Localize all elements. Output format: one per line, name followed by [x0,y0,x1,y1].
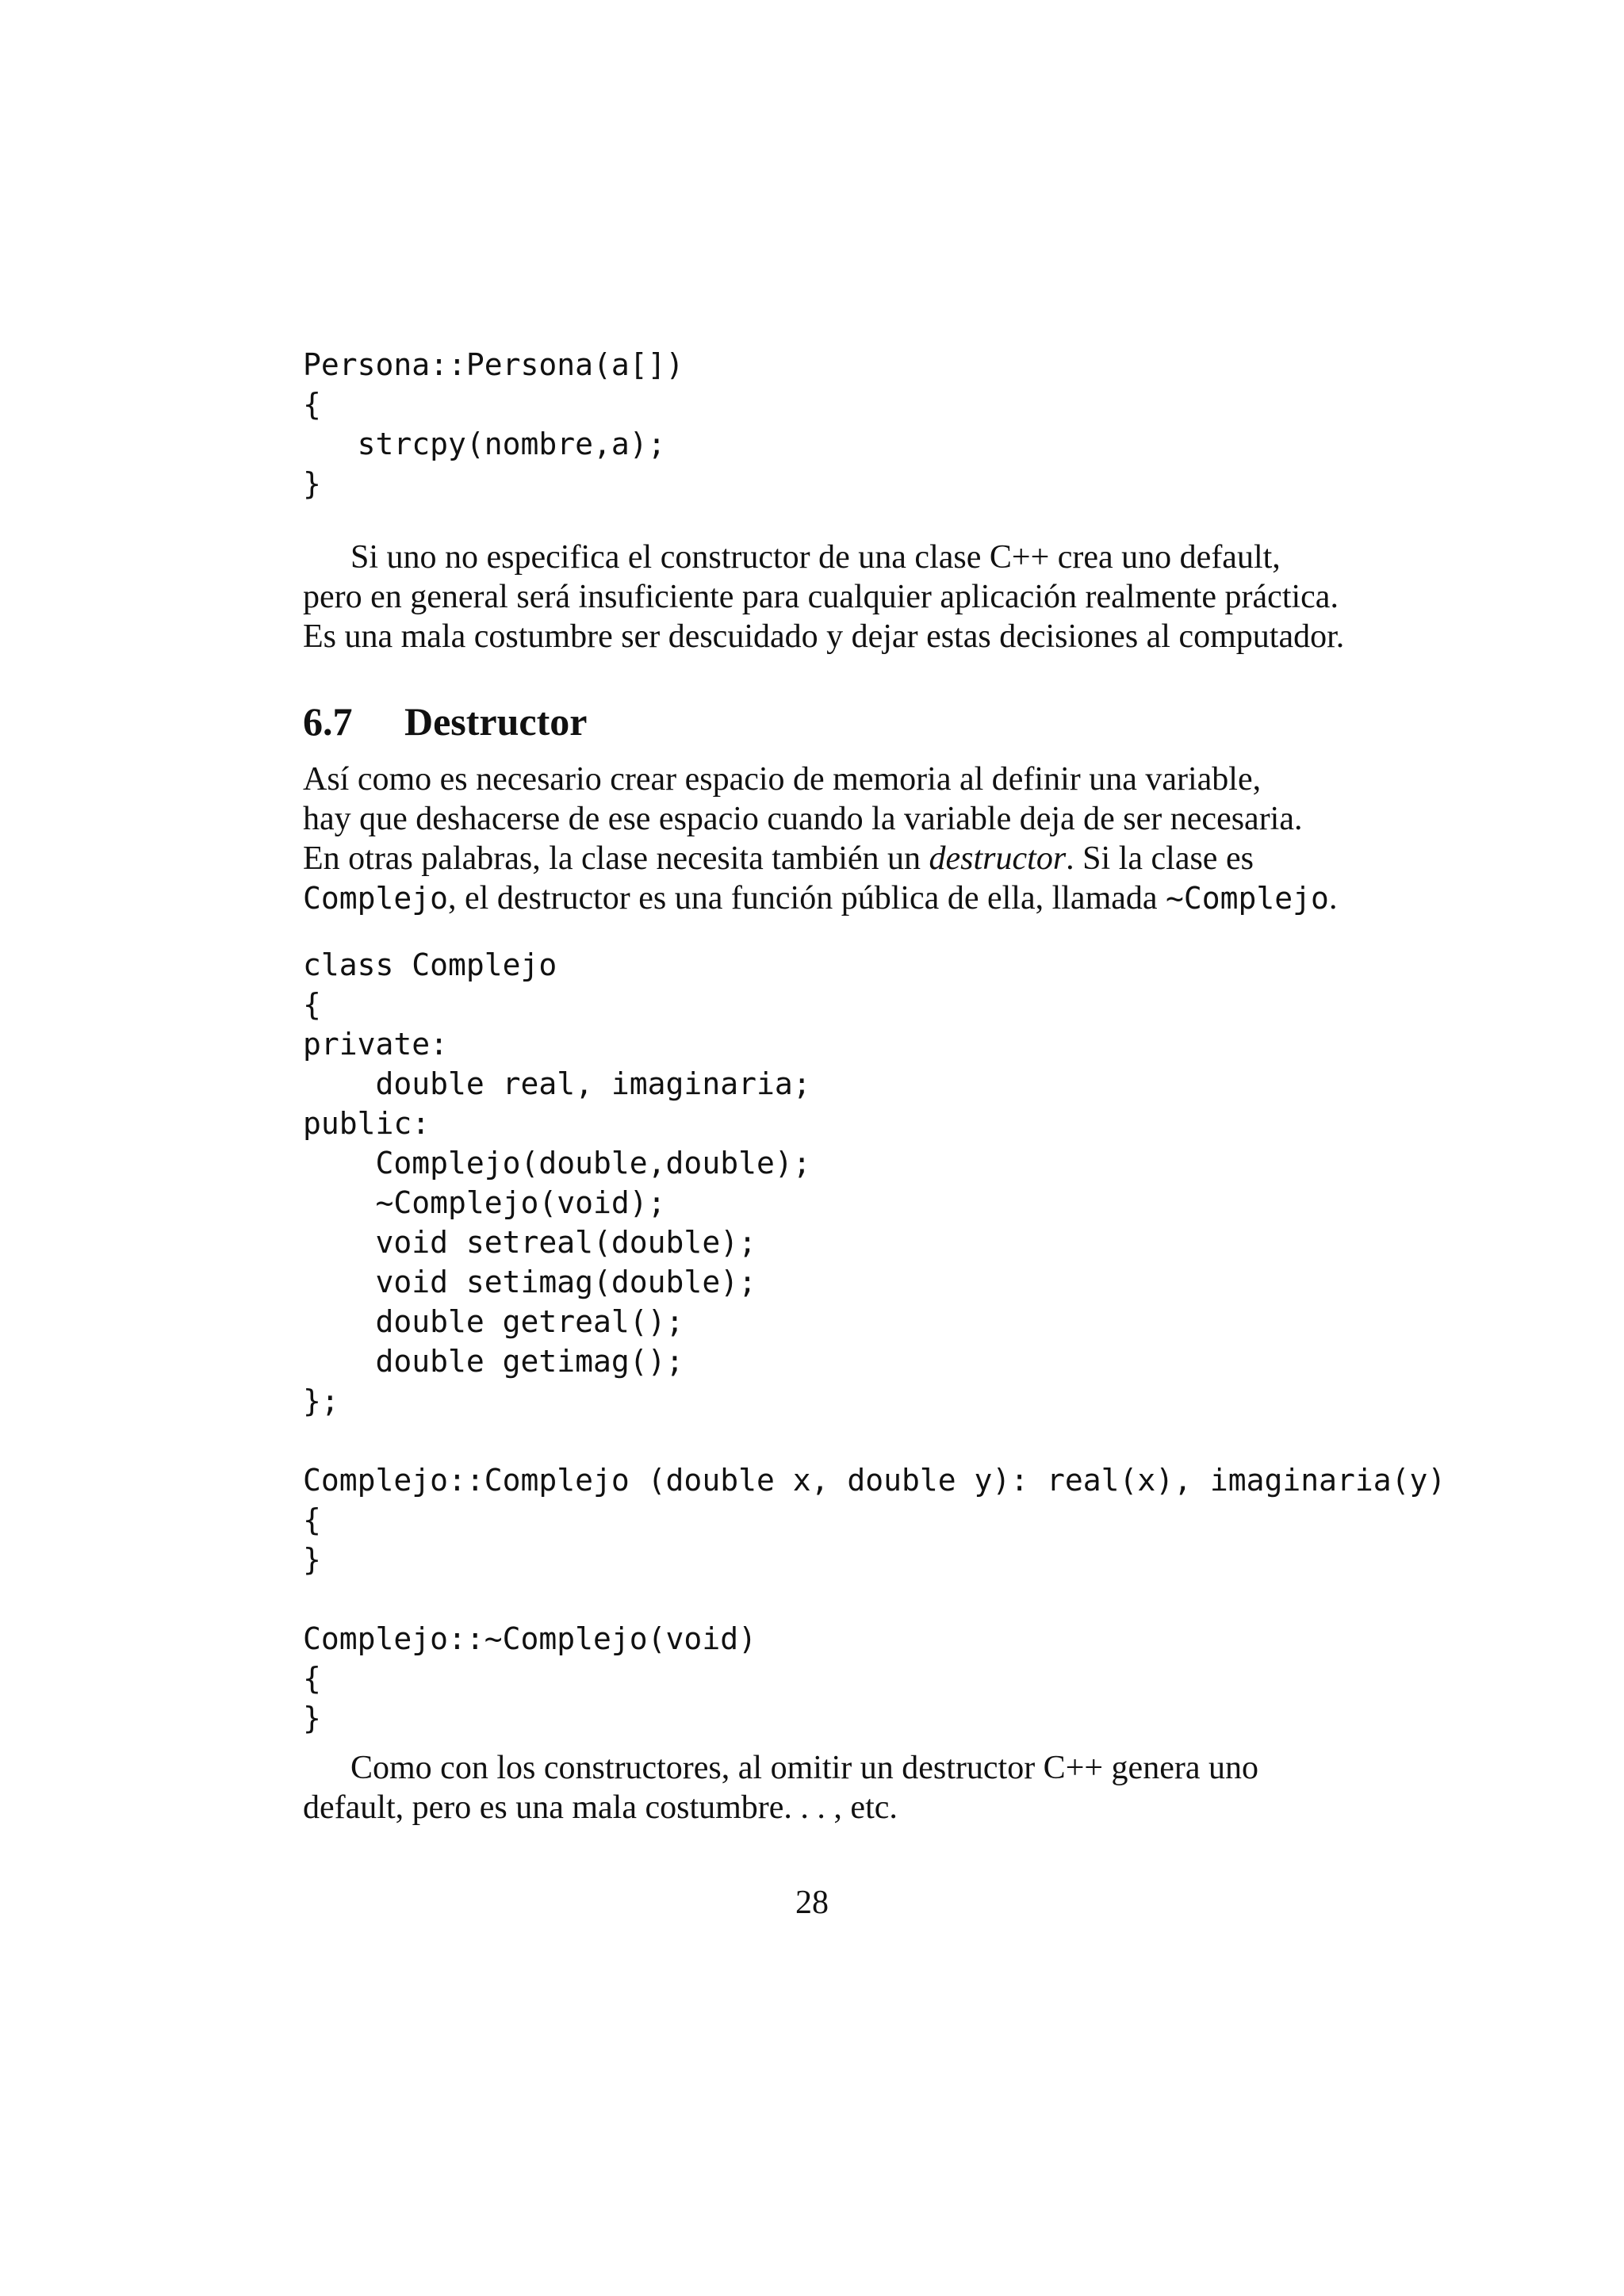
paragraph-line: Así como es necesario crear espacio de memoria al definir una variable, [303,761,1262,798]
section-title: Destructor [404,699,588,744]
paragraph-destructor-default [303,1748,1365,1827]
page-number: 28 [795,1885,829,1921]
text-run: . Si la clase es [1066,840,1254,877]
text-run: . [1328,880,1338,916]
text-run: En otras palabras, la clase necesita también un [303,840,929,877]
paragraph-line: Es una mala costumbre ser descuidado y dejar estas decisiones al computador. [303,618,1345,655]
paragraph-line: hay que deshacerse de ese espacio cuando la variable deja de ser necesaria. [303,801,1303,837]
code-block-complejo-class: class Complejo { private: double real, imaginaria; public: Complejo(double,double); ~Complejo(void); void setreal(double); void setimag(double); double getreal(); double getimag(); }; Complejo::Complejo (double x, double y): real(x), imaginaria(y) { } Complejo::~Complejo(void) { } [303,947,1446,1735]
code-block-persona-constructor: Persona::Persona(a[]) { strcpy(nombre,a); } [303,347,684,501]
paragraph-line: Si uno no especifica el constructor de una clase C++ crea uno default, [350,539,1281,576]
inline-code-destructor: ~Complejo [1166,881,1329,916]
paragraph-constructor-default [303,538,1365,656]
paragraph-line [303,839,1365,878]
inline-code-complejo: Complejo [303,881,449,916]
paragraph-line [303,878,1365,918]
paragraph-line: default, pero es una mala costumbre. . . , etc. [303,1789,898,1826]
section-number: 6.7 [303,699,353,744]
paragraph-destructor-intro [303,760,1365,918]
paragraph-line: pero en general será insuficiente para cualquier aplicación realmente práctica. [303,579,1339,615]
paragraph-line: Como con los constructores, al omitir un destructor C++ genera uno [350,1750,1258,1786]
section-heading [303,698,587,745]
text-run: , el destructor es una función pública de ella, llamada [448,880,1166,916]
emphasis-destructor: destructor [929,840,1067,877]
